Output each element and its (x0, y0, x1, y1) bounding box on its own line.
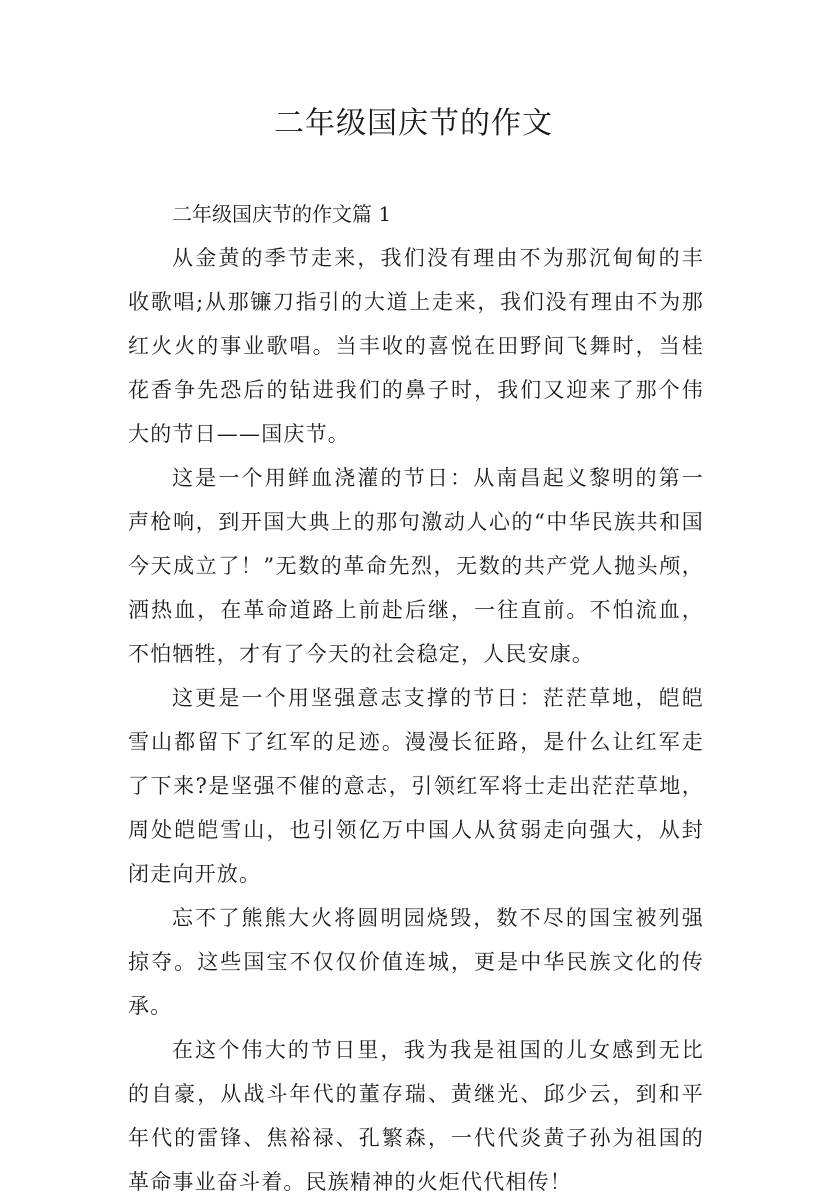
paragraph-3: 这更是一个用坚强意志支撑的节日：茫茫草地，皑皑雪山都留下了红军的足迹。漫漫长征路，是什么让红军走了下来?是坚强不催的意志，引领红军将士走出茫茫草地，周处皑皑雪山，也引领亿万中国人从贫弱走向强大，从封闭走向开放。 (128, 686, 704, 886)
document-body (128, 192, 704, 1204)
section-heading: 二年级国庆节的作文篇 1 (172, 202, 392, 226)
document-title: 二年级国庆节的作文 (274, 106, 553, 141)
paragraph-2: 这是一个用鲜血浇灌的节日：从南昌起义黎明的第一声枪响，到开国大典上的那句激动人心的“中华民族共和国今天成立了！”无数的革命先烈，无数的共产党人抛头颅，洒热血，在革命道路上前赴后继，一往直前。不怕流血，不怕牺牲，才有了今天的社会稳定，人民安康。 (128, 466, 704, 666)
paragraph-4: 忘不了熊熊大火将圆明园烧毁，数不尽的国宝被列强掠夺。这些国宝不仅仅价值连城，更是中华民族文化的传承。 (128, 906, 704, 1018)
paragraph-1: 从金黄的季节走来，我们没有理由不为那沉甸甸的丰收歌唱;从那镰刀指引的大道上走来，我们没有理由不为那红火火的事业歌唱。当丰收的喜悦在田野间飞舞时，当桂花香争先恐后的钻进我们的鼻子时，我们又迎来了那个伟大的节日——国庆节。 (128, 246, 704, 446)
paragraph-5: 在这个伟大的节日里，我为我是祖国的儿女感到无比的自豪，从战斗年代的董存瑞、黄继光、邱少云，到和平年代的雷锋、焦裕禄、孔繁森，一代代炎黄子孙为祖国的革命事业奋斗着。民族精神的火炬代代相传！ (128, 1038, 704, 1194)
